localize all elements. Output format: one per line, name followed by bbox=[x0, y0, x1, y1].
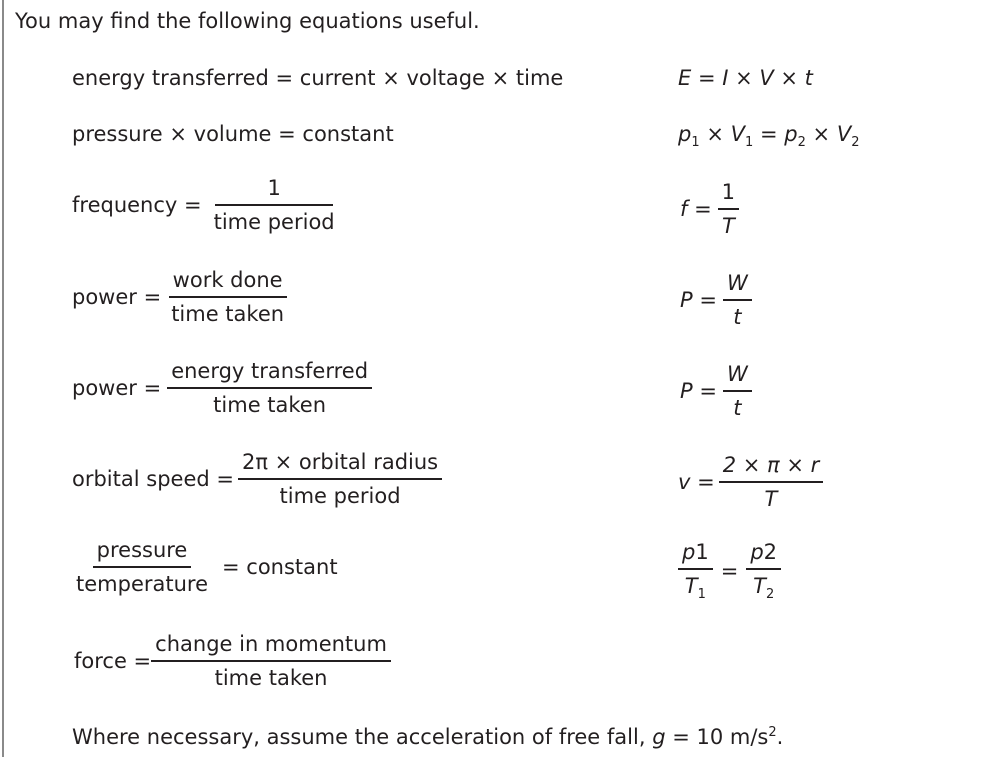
t1-subscript: 1 bbox=[697, 587, 706, 602]
orbital-speed-lhs: orbital speed = bbox=[72, 467, 234, 491]
frequency-word-denominator: time period bbox=[213, 210, 335, 234]
intro-text: You may find the following equations useful. bbox=[15, 9, 480, 33]
equals-sign: = bbox=[720, 559, 739, 583]
v1-symbol: V bbox=[730, 122, 745, 146]
force-word-equation bbox=[74, 632, 393, 690]
pressure-temperature-word-fraction bbox=[72, 538, 212, 596]
power-work-lhs: power = bbox=[72, 285, 162, 309]
force-word-fraction bbox=[151, 632, 391, 690]
p1-index: 1 bbox=[695, 540, 709, 564]
force-lhs: force = bbox=[74, 649, 152, 673]
p2-t2-fraction bbox=[746, 540, 781, 602]
orbital-speed-word-equation bbox=[72, 450, 444, 508]
p1-symbol-b: p bbox=[682, 540, 696, 564]
v1-subscript: 1 bbox=[744, 135, 754, 150]
orbital-speed-denominator: time period bbox=[279, 484, 401, 508]
frequency-word-numerator: 1 bbox=[215, 176, 333, 206]
power-energy-denominator: time taken bbox=[213, 393, 327, 417]
footer-end: . bbox=[776, 725, 784, 749]
t2-subscript: 2 bbox=[765, 587, 775, 602]
power-work-symbol-denominator: t bbox=[733, 305, 742, 329]
v2-symbol: V bbox=[836, 122, 852, 146]
p1-subscript: 1 bbox=[691, 135, 700, 150]
force-numerator: change in momentum bbox=[151, 632, 391, 662]
pressure-temperature-rhs: = constant bbox=[222, 555, 338, 579]
p2-index: 2 bbox=[763, 540, 778, 564]
force-denominator: time taken bbox=[214, 666, 328, 690]
power-work-symbol-equation bbox=[680, 271, 754, 329]
orbital-speed-word-fraction bbox=[238, 450, 442, 508]
pressure-temperature-symbol-equation bbox=[676, 540, 783, 602]
power-work-symbol-fraction bbox=[723, 271, 752, 329]
t1-symbol: T bbox=[684, 574, 698, 598]
power-work-word-fraction bbox=[167, 268, 288, 326]
footer-note bbox=[72, 725, 783, 749]
power-energy-word-equation bbox=[72, 359, 374, 417]
pressure-temperature-numerator: pressure bbox=[93, 538, 192, 568]
frequency-symbol-denominator: T bbox=[721, 214, 735, 238]
footer-exponent: 2 bbox=[768, 725, 777, 740]
orbital-speed-symbol-numerator: 2 × π × r bbox=[719, 453, 824, 483]
power-energy-symbol-numerator: W bbox=[723, 362, 752, 392]
power-work-word-equation bbox=[72, 268, 290, 326]
left-border bbox=[2, 0, 4, 757]
energy-word-equation: energy transferred = current × voltage × time bbox=[72, 66, 564, 90]
p1-symbol: p bbox=[678, 122, 692, 146]
pressure-temperature-denominator: temperature bbox=[76, 572, 208, 596]
orbital-speed-symbol-denominator: T bbox=[764, 487, 778, 511]
power-energy-symbol-equation bbox=[680, 362, 754, 420]
footer-g-symbol: g bbox=[652, 725, 666, 749]
power-energy-word-fraction bbox=[167, 359, 372, 417]
energy-symbol-equation: E = I × V × t bbox=[678, 66, 813, 90]
frequency-symbol-fraction bbox=[718, 180, 739, 238]
footer-text: Where necessary, assume the acceleration of free fall, bbox=[72, 725, 646, 749]
power-work-symbol-numerator: W bbox=[723, 271, 752, 301]
orbital-speed-symbol-equation bbox=[678, 453, 825, 511]
footer-value: = 10 m/s bbox=[672, 725, 769, 749]
orbital-speed-symbol-lhs: v = bbox=[678, 470, 715, 494]
pressure-temperature-word-equation bbox=[72, 538, 338, 596]
v2-subscript: 2 bbox=[851, 135, 860, 150]
frequency-word-equation bbox=[72, 176, 341, 234]
p2-symbol-b: p bbox=[750, 540, 764, 564]
p1-t1-fraction bbox=[678, 540, 713, 602]
power-work-symbol-lhs: P = bbox=[680, 288, 717, 312]
frequency-symbol-numerator: 1 bbox=[718, 180, 739, 210]
pressure-volume-word-equation: pressure × volume = constant bbox=[72, 122, 394, 146]
power-energy-numerator: energy transferred bbox=[167, 359, 372, 389]
pressure-volume-symbol-equation: $p_1 \times V_1 = p_2 \times V_2$ bbox=[678, 122, 860, 150]
t2-symbol: T bbox=[753, 574, 766, 598]
orbital-speed-numerator: 2π × orbital radius bbox=[238, 450, 442, 480]
power-energy-lhs: power = bbox=[72, 376, 162, 400]
power-energy-symbol-denominator: t bbox=[733, 396, 742, 420]
frequency-word-fraction bbox=[210, 176, 339, 234]
p2-subscript: 2 bbox=[797, 135, 806, 150]
p2-symbol: p bbox=[784, 122, 798, 146]
orbital-speed-symbol-fraction bbox=[719, 453, 824, 511]
power-work-denominator: time taken bbox=[171, 302, 285, 326]
frequency-symbol-equation bbox=[680, 180, 741, 238]
power-energy-symbol-fraction bbox=[723, 362, 752, 420]
frequency-symbol-lhs: f = bbox=[680, 197, 712, 221]
frequency-lhs: frequency = bbox=[72, 193, 202, 217]
power-energy-symbol-lhs: P = bbox=[680, 379, 717, 403]
power-work-numerator: work done bbox=[169, 268, 287, 298]
